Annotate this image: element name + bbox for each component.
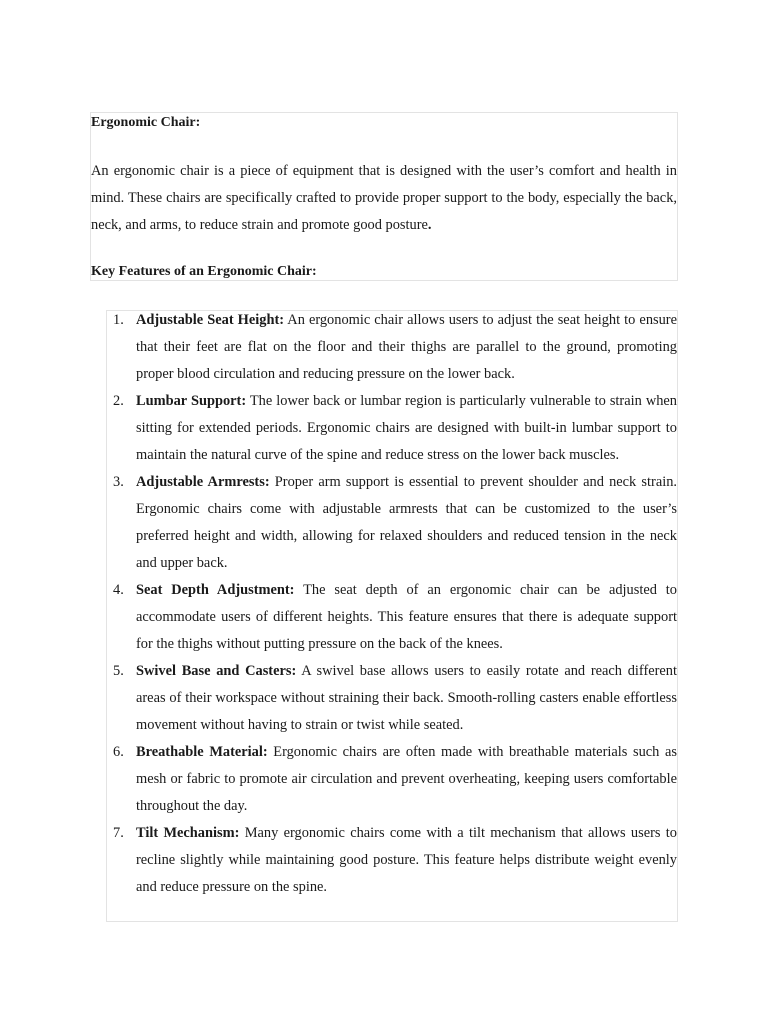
feature-text: Proper arm support is essential to prevent shoulder and neck strain. Ergonomic chairs come with adjustable armrests that can be customized to the user’s preferred height and width, allowing for relaxed shoulders and reduced tension in the neck and upper back. [136, 474, 677, 571]
feature-item-adjustable-armrests [107, 469, 677, 577]
feature-name: Adjustable Seat Height: [136, 312, 285, 328]
feature-number: 5. [113, 663, 124, 679]
feature-number: 4. [113, 582, 124, 598]
features-list [107, 307, 677, 901]
feature-item-adjustable-seat-height [107, 307, 677, 388]
feature-name: Tilt Mechanism: [136, 825, 240, 841]
intro-period: . [427, 217, 432, 233]
feature-text: A swivel base allows users to easily rotate and reach different areas of their workspace without straining their back. Smooth-rolling casters enable effortless movement without having to strain or twist while seated. [136, 663, 677, 733]
feature-name: Adjustable Armrests: [136, 474, 270, 490]
document-title: Ergonomic Chair: [91, 115, 201, 130]
feature-number: 3. [113, 474, 124, 490]
feature-item-breathable-material [107, 739, 677, 820]
feature-number: 7. [113, 825, 124, 841]
intro-text: An ergonomic chair is a piece of equipment that is designed with the user’s comfort and health in mind. These chairs are specifically crafted to provide proper support to the body, especially the back, neck, and arms, to reduce strain and promote good posture [91, 163, 677, 233]
feature-item-tilt-mechanism [107, 820, 677, 901]
feature-number: 2. [113, 393, 124, 409]
feature-name: Breathable Material: [136, 744, 268, 760]
intro-paragraph [91, 158, 677, 239]
feature-name: Lumbar Support: [136, 393, 247, 409]
feature-number: 1. [113, 312, 124, 328]
features-heading: Key Features of an Ergonomic Chair: [91, 264, 317, 279]
feature-name: Seat Depth Adjustment: [136, 582, 295, 598]
feature-item-lumbar-support [107, 388, 677, 469]
feature-text: The lower back or lumbar region is particularly vulnerable to strain when sitting for extended periods. Ergonomic chairs are designed with built-in lumbar support to maintain the natural curve of the spine and reduce stress on the lower back muscles. [136, 393, 677, 463]
feature-text: The seat depth of an ergonomic chair can be adjusted to accommodate users of different heights. This feature ensures that there is adequate support for the thighs without putting pressure on the back of the knees. [136, 582, 677, 652]
feature-name: Swivel Base and Casters: [136, 663, 297, 679]
feature-item-swivel-base-casters [107, 658, 677, 739]
feature-item-seat-depth-adjustment [107, 577, 677, 658]
feature-number: 6. [113, 744, 124, 760]
feature-text: An ergonomic chair allows users to adjust the seat height to ensure that their feet are flat on the floor and their thighs are parallel to the ground, promoting proper blood circulation and reducing pressure on the lower back. [136, 312, 677, 382]
feature-text: Ergonomic chairs are often made with breathable materials such as mesh or fabric to promote air circulation and prevent overheating, keeping users comfortable throughout the day. [136, 744, 677, 814]
feature-text: Many ergonomic chairs come with a tilt mechanism that allows users to recline slightly while maintaining good posture. This feature helps distribute weight evenly and reduce pressure on the spine. [136, 825, 677, 895]
